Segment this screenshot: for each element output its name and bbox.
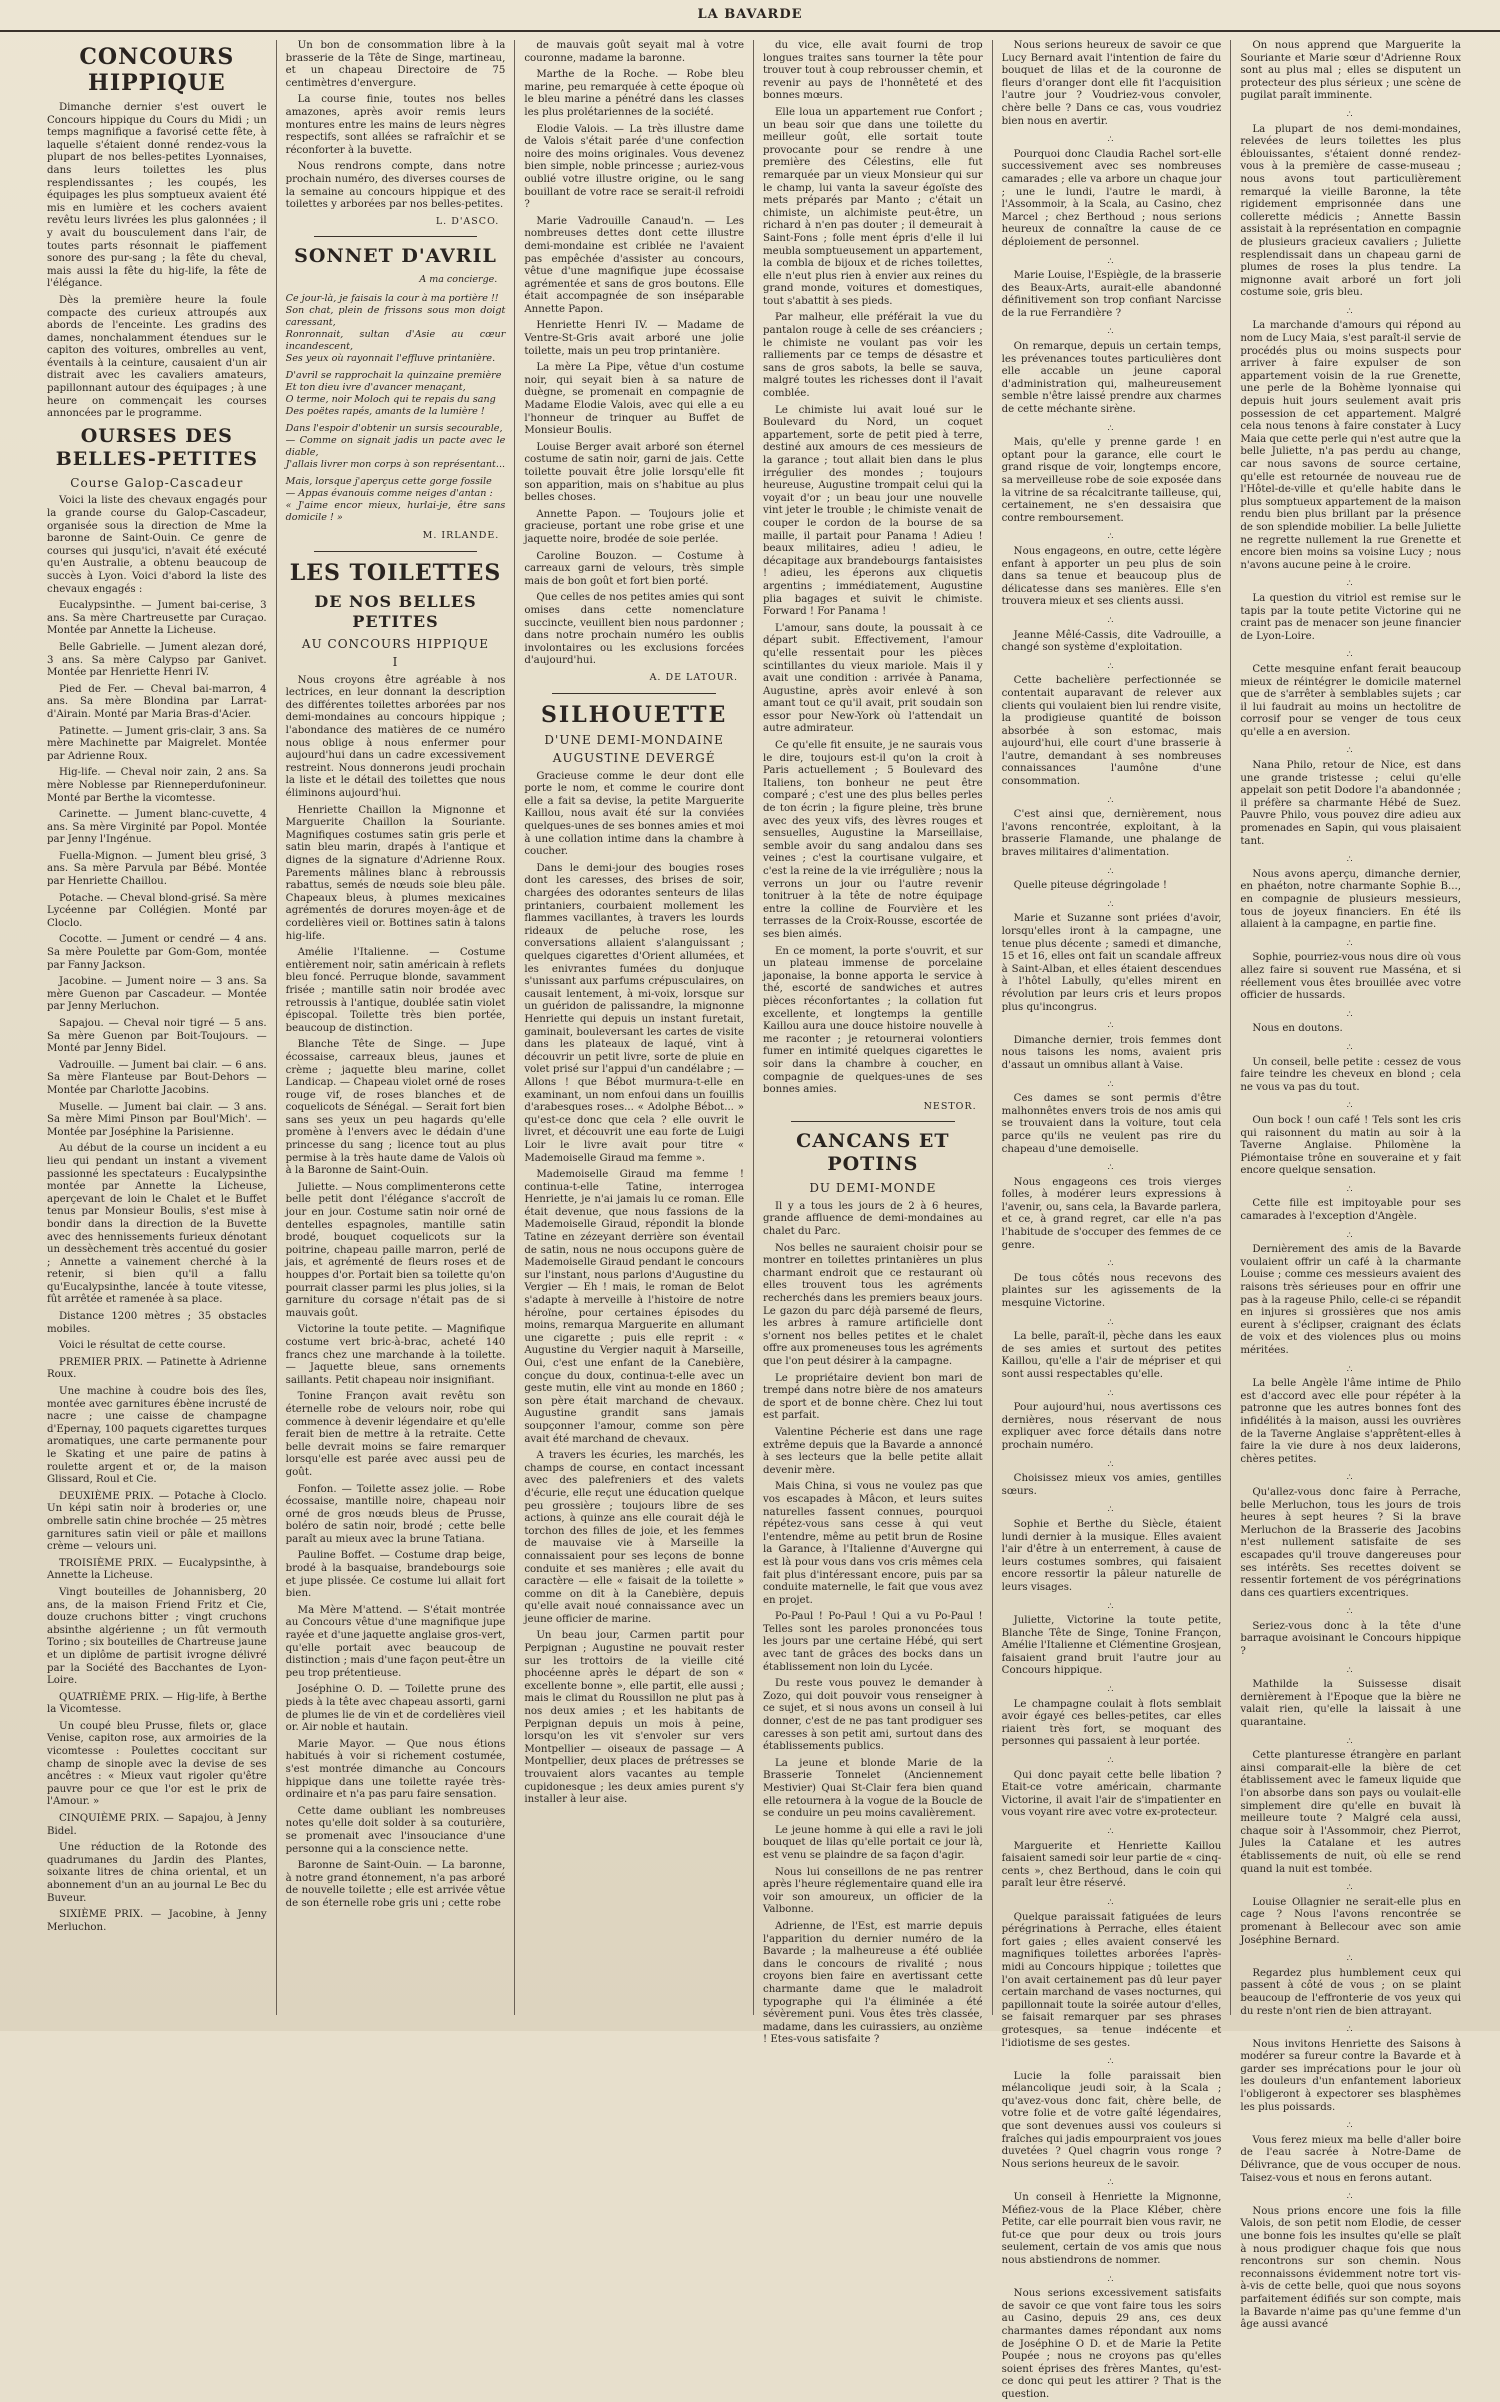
paragraph: La belle Angèle l'âme intime de Philo est d'accord avec elle pour répéter à la patronne que les autres bonnes font des infidélités à la maison, aussi les ouvrières de la Taverne Anglaise s'apprêtent-elles à faire la vie dure à nos deux laiderons, chères petites.: [1240, 1378, 1461, 1465]
separator-stars: ∴: [1107, 256, 1116, 267]
paragraph: Dernièrement des amis de la Bavarde voulaient offrir un café à la charmante Louise ; comme ces messieurs avaient des raisons très sérieuses pour en offrir une pas à la rageuse Philo, celle-ci se répandit en injures si grossières que nos amis eurent à s'éclipser, craignant des éclats de voix et des violences plus ou moins méritées.: [1240, 1244, 1461, 1356]
paragraph: Sapajou. — Cheval noir tigré — 5 ans. Sa mère Guenon par Boit-Toujours. — Monté par Jenny Bidel.: [47, 1018, 267, 1055]
paragraph: Louise Ollagnier ne serait-elle plus en cage ? Nous l'avons rencontrée se promenant à Bellecour avec son amie Joséphine Bernard.: [1240, 1896, 1461, 1946]
paragraph: Gracieuse comme le deur dont elle porte le nom, et comme le courire dont elle a fait sa devise, la petite Marguerite Kaillou, nous avait été sur la conviées quelques-unes de ses bonnes amies et moi à une collation intime dans la chambre à coucher.: [524, 770, 744, 858]
separator-stars: ∴: [1107, 1505, 1116, 1516]
paragraph: Distance 1200 mètres ; 35 obstacles mobiles.: [47, 1311, 267, 1335]
paragraph: Potache. — Cheval blond-grisé. Sa mère Lycéenne par Collégien. Monté par Cloclo.: [47, 892, 267, 929]
paragraph: Pied de Fer. — Cheval bai-marron, 4 ans. Sa mère Blondina par Larrat-d'Airain. Monté par Maria Bras-d'Acier.: [47, 683, 267, 720]
paragraph: Louise Berger avait arboré son éternel costume de satin noir, garni de jais. Cette toilette pouvait être jolie lorsqu'elle fit son apparition, mais on s'habitue au plus belles choses.: [524, 441, 744, 504]
paragraph: Un coupé bleu Prusse, filets or, glace Venise, capiton rose, aux armoiries de la vicomtesse : Poulettes coccitant sur champ de sinople avec la devise de ses ancêtres : « Mieux vaut rigoler qu'être pauvre pour ce que l'or est le prix de l'Amour. »: [47, 1720, 267, 1808]
paragraph: Elodie Valois. — La très illustre dame de Valois s'était parée d'une confection noire des moins originales. Vous devenez bien simple, noble princesse ; auriez-vous oublié votre illustre origine, ou le sang bouillant de votre race se serait-il refroidi ?: [524, 123, 744, 211]
paragraph: La jeune et blonde Marie de la Brasserie Tonnelet (Anciennement Mestivier) Quai St-Clair fera bien quand elle retournera à la vogue de la Boucle de se conduire un peu moins cavalièrement.: [763, 1757, 983, 1820]
paragraph: Victorine la toute petite. — Magnifique costume vert bric-à-brac, acheté 140 francs chez une marchande à la toilette. — Jaquette bleue, sans ornements saillants. Petit chapeau noir insignifiant.: [285, 1324, 506, 1386]
col6-body: [1240, 40, 1461, 2332]
sonnet-verses: [286, 293, 506, 524]
paragraph: Jeanne Mêlé-Cassis, dite Vadrouille, a changé son système d'exploitation.: [1001, 629, 1222, 654]
separator-stars: ∴: [1346, 1009, 1355, 1020]
paragraph: Adrienne, de l'Est, est marrie depuis l'apparition du dernier numéro de la Bavarde ; la malheureuse a été oubliée dans le concours de rivalité ; nous croyons bien faire en avertissant cette charmante dame que le maladroit typographe qui l'a éliminée a été sévèrement puni. Vous êtes très classée, madame, dans les cuirassiers, au onzième ! Etes-vous satisfaite ?: [763, 1920, 983, 2046]
paragraph: Nous en doutons.: [1252, 1023, 1343, 1035]
paragraph: Marie et Suzanne sont priées d'avoir, lorsqu'elles iront à la campagne, une tenue plus décente ; samedi et dimanche, 15 et 16, elles ont fait un scandale affreux à Saint-Alban, et elles étaient descendues à l'hôtel Labully, qu'elles mirent en révolution par leurs cris et leurs propos plus qu'incongrus.: [1001, 913, 1222, 1013]
separator-stars: ∴: [1107, 899, 1116, 910]
paragraph: Nous rendrons compte, dans notre prochain numéro, des diverses courses de la semaine au concours hippique et des toilettes y arborées par nos belles-petites.: [285, 161, 506, 211]
verse-line: O terme, noir Moloch qui te repais du sang: [285, 393, 496, 405]
col4-body: [763, 40, 983, 1097]
paragraph: Voici la liste des chevaux engagés pour la grande course du Galop-Cascadeur, organisée sous la direction de Mme la baronne de Saint-Ouin. Ce genre de courses qui jusqu'ici, n'avait été exécuté qu'en Australie, a obtenu beaucoup de succès à Lyon. Voici d'abord la liste des chevaux engagés :: [47, 495, 267, 595]
separator-stars: ∴: [1107, 135, 1116, 146]
paragraph: On remarque, depuis un certain temps, les prévenances toutes particulières dont elle accable un jeune caporal d'administration qui, malheureusement semble n'être laissé prendre aux charmes de cette méchante sirène.: [1001, 341, 1222, 416]
masthead-title: LA BAVARDE: [697, 7, 803, 22]
paragraph: Blanche Tête de Singe. — Jupe écossaise, carreaux bleus, jaunes et crème ; jaquette bleu marine, collet Landicap. — Chapeau violet orné de roses rouge vif, de roses blanches et de coquelicots de Sénégal. — Serait fort bien sans ses yeux un peu hagards qu'elle promène à l'envers avec le dédain d'une princesse du sang ; licence tout au plus permise à la très haute dame de Valois où à la Baronne de Saint-Ouin.: [285, 1039, 506, 1177]
separator-stars: ∴: [1346, 1607, 1355, 1618]
paragraph: Le chimiste lui avait loué sur le Boulevard du Nord, un coquet appartement, sorte de petit pied à terre, destiné aux amours de ces messieurs de la garance ; tout allait bien dans le plus irrégulier des mondes ; toujours heureuse, Augustine trompait celui qui la voyait d'or ; un beau jour une nouvelle vint jeter le trouble ; le chimiste venait de couper le cordon de la bourse de sa maille, il partait pour Panama ! Adieu ! beaux militaires, adieu ! adieu, le décapitage aux brandebourgs fantaisistes ! adieu, les éperons aux cliquetis argentins ; immédiatement, Augustine plia bagages et suivit le chimiste. Forward ! For Panama !: [763, 404, 983, 618]
paragraph: Juliette, Victorine la toute petite, Blanche Tête de Singe, Tonine Françon, Amélie l'Italienne et Clémentine Grosjean, faisaient grand bruit l'autre jour au Concours hippique.: [1001, 1615, 1222, 1677]
paragraph: Henriette Chaillon la Mignonne et Marguerite Chaillon la Souriante. Magnifiques costumes satin gris perle et satin bleu marin, drapés à l'antique et dignes de la signature d'Adrienne Roux. Parements mâlines blanc à rebroussis rabattus, semés de nœuds soie bleu pâle. Chapeaux bleus, à plumes mexicaines agrémentés de dorures moyen-âge et de cordelières vieil or. Bottines satin à talons hig-life.: [285, 804, 506, 942]
col1-body-2: [47, 495, 267, 1934]
paragraph: Mais China, si vous ne voulez pas que vos escapades à Mâcon, et leurs suites naturelles fassent connues, pourquoi répétez-vous sans cesse à qui veut l'entendre, même au petit brun de Rosine la Garance, à l'Italienne d'Auvergne qui est là pour vous dans vos cris mêmes cela fait plus d'intéressant encore, puis par sa conduite maternelle, le fait que vous avez en projet.: [763, 1481, 983, 1606]
paragraph: Choisissez mieux vos amies, gentilles sœurs.: [1001, 1473, 1222, 1497]
column-2: [277, 40, 516, 2015]
paragraph: Sophie, pourriez-vous nous dire où vous allez faire si souvent rue Masséna, et si réellement vous êtes brouillée avec votre officier de hussards.: [1240, 952, 1461, 1002]
paragraph: TROISIÈME PRIX. — Eucalypsinthe, à Annette la Licheuse.: [47, 1557, 267, 1582]
headline-silhouette: SILHOUETTE: [541, 701, 728, 728]
paragraph: Nous serions excessivement satisfaits de savoir ce que vont faire tous les soirs au Casino, depuis 29 ans, ces deux charmantes dames répondant aux noms de Joséphine O D. et de Marie la Petite Poupée ; nous ne croyons pas qu'elles soient éprises des frères Mantes, qu'est-ce donc qui peut les attirer ? That is the question.: [1001, 2288, 1222, 2400]
separator-stars: ∴: [1107, 1021, 1116, 1032]
separator-stars: ∴: [1346, 1665, 1355, 1676]
dedication: A ma concierge.: [419, 274, 498, 286]
separator-stars: ∴: [1107, 866, 1116, 877]
paragraph: Qui donc payait cette belle libation ? Etait-ce votre américain, charmante Victorine, il avait l'air de s'impatienter en vous voyant rire avec votre ex-protecteur.: [1001, 1769, 1222, 1819]
separator-stars: ∴: [1107, 615, 1116, 626]
paragraph: Vadrouille. — Jument bai clair. — 6 ans. Sa mère Flanteuse par Bout-Dehors — Montée par Charlotte Jacobins.: [47, 1059, 267, 1096]
paragraph: Nous lui conseillons de ne pas rentrer après l'heure réglementaire quand elle ira voir son amoureux, un officier de la Valbonne.: [763, 1866, 983, 1916]
paragraph: Un beau jour, Carmen partit pour Perpignan ; Augustine ne pouvait rester sur les trottoirs de la vieille cité phocéenne après le départ de son « excellente bonne », elle partit, elle aussi ; mais le climat du Roussillon ne plut pas à nos deux amies ; et les habitants de Perpignan depuis un mois à peine, lorsqu'on les vit s'envoler sur vers Montpellier — oiseaux de passage — A Montpellier, deux places de prétresses se trouvaient alors vacantes au temple cupidonesque ; les deux amies purent s'y installer à leur aise.: [524, 1630, 744, 1806]
separator-stars: ∴: [1346, 109, 1355, 120]
subheadline: D'UNE DEMI-MONDAINE: [544, 732, 724, 747]
separator-stars: ∴: [1346, 2025, 1355, 2036]
verse-line: Et ton dieu ivre d'avancer menaçant,: [285, 381, 466, 393]
verse-line: Ses yeux où rayonnait l'effluve printanière.: [285, 352, 496, 364]
paragraph: Que celles de nos petites amies qui sont omises dans cette nomenclature succincte, veuillent bien nous pardonner ; dans notre prochain numéro les oublis involontaires ou les exclusions forcées d'aujourd'hui.: [524, 592, 744, 667]
col2-body: [286, 40, 506, 212]
paragraph: PREMIER PRIX. — Patinette à Adrienne Roux.: [47, 1356, 267, 1381]
paragraph: Cette planturesse étrangère en parlant ainsi comparait-elle la bière de cet établissement avec le fameux liquide que l'on absorbe dans son pays ou voulait-elle simplement dire qu'elle en buvait là meilleure toute ? Malgré cela aussi, chaque soir à l'Assommoir, chez Pierrot, Jules la Catalane et les autres établissements de nuit, où elle se rend quand la nuit est tombée.: [1240, 1750, 1461, 1875]
paragraph: Mathilde la Suissesse disait dernièrement à l'Epoque que la bière ne valait rien, qu'elle la laissait à une quarantaine.: [1240, 1679, 1461, 1729]
paragraph: Eucalypsinthe. — Jument bai-cerise, 3 ans. Sa mère Chartreusette par Curaçao. Montée par Annette la Licheuse.: [47, 600, 267, 637]
verse-line: J'allais livrer mon corps à son représentant...: [285, 458, 506, 470]
paragraph: La plupart de nos demi-mondaines, relevées de leurs toilettes les plus éblouissantes, s'étaient donné rendez-vous à la première de casse-museau ; nous avons tout particulièrement remarqué la vieille Baronne, la tête rigidement emprisonnée dans une collerette médicis ; Annette Bassin assistait à la représentation en compagnie de plusieurs gracieux cavaliers ; Juliette resplendissait dans un chapeau garni de plumes de roses la plus tendre. La mignonne avait arboré un fort joli costume soie, gris bleu.: [1240, 123, 1461, 299]
paragraph: C'est ainsi que, dernièrement, nous l'avons rencontrée, exploitant, à la brasserie Flamande, une phalange de braves militaires d'alimentation.: [1001, 809, 1222, 859]
paragraph: Henriette Henri IV. — Madame de Ventre-St-Gris avait arboré une jolie toilette, mais un peu trop printanière.: [524, 320, 744, 357]
paragraph: La course finie, toutes nos belles amazones, après avoir remis leurs montures entre les mains de leurs nègres respectifs, sont allées se rafraîchir et se réconforter à la buvette.: [285, 94, 506, 156]
paragraph: DEUXIÈME PRIX. — Potache à Cloclo. Un képi satin noir à broderies or, une ombrelle satin chine brochée — 25 mètres garnitures satin vieil or pâle et maillons crème — velours uni.: [47, 1490, 267, 1553]
divider: [791, 1121, 955, 1122]
verse-line: D'avril se rapprochait la quinzaine première: [285, 369, 502, 381]
separator-stars: ∴: [1346, 2192, 1355, 2203]
separator-stars: ∴: [1346, 938, 1355, 949]
paragraph: Dès la première heure la foule compacte des curieux attroupés aux abords de l'enceinte. Les gradins des dames, nonchalamment étendues sur le capiton des voitures, ombrelles au vent, éventails à la ceinture, causaient d'un air distrait avec les cavaliers amateurs, papillonnant autour des équipages ; à une heure on commençait les courses annoncées par le programme.: [47, 294, 267, 420]
separator-stars: ∴: [1346, 579, 1355, 590]
separator-stars: ∴: [1346, 1736, 1355, 1747]
separator-stars: ∴: [1107, 1827, 1116, 1837]
col3-body: [524, 40, 744, 668]
separator-stars: ∴: [1107, 1601, 1116, 1612]
separator-stars: ∴: [1107, 1897, 1116, 1908]
paragraph: La belle, paraît-il, pèche dans les eaux de ses amies et surtout des petites Kaillou, qu'elle a l'air de mépriser et qui sont aussi respectables qu'elle.: [1001, 1331, 1222, 1380]
paragraph: Marguerite et Henriette Kaillou faisaient samedi soir leur partie de « cinq-cents », chez Berthoud, dans le coin qui paraît leur être réservé.: [1001, 1840, 1222, 1890]
paragraph: de mauvais goût seyait mal à votre couronne, madame la baronne.: [524, 40, 744, 64]
verse-line: Ce jour-là, je faisais la cour à ma portière !!: [285, 292, 499, 304]
paragraph: Lucie la folle paraissait bien mélancolique jeudi soir, à la Scala ; qu'avez-vous donc fait, chère belle, de votre folie et de votre gaîté légendaires, que sont devenues aussi vos couleurs si fraîches qui jadis empourpraient vos joues duvetées ? Quel chagrin vous ronge ? Nous serions heureux de le savoir.: [1001, 2070, 1222, 2170]
headline-sonnet: SONNET D'AVRIL: [294, 245, 497, 268]
signature: NESTOR.: [923, 1100, 977, 1112]
paragraph: La marchande d'amours qui répond au nom de Lucy Maia, s'est paraît-il servie de procédés plus ou moins suspects pour arriver à faire expulser de son appartement voisin de la rue Grenette, une perle de la Bohème lyonnaise qui depuis huit jours seulement avait pris possession de cet appartement. Malgré cela nous tenons à faire constater à Lucy Maia que cette perle qui n'est autre que la belle Juliette, n'a pas perdu au change, car nous savons de source certaine, qu'elle est retournée de nouveau rue de l'Hôtel-de-ville et qu'elle habite dans le plus somptueux appartement de la maison rendu bien plus brillant par la présence de son splendide mobilier. La belle Juliette ne regrette nullement la rue Grenette et encore bien moins sa voisine Lucy ; nous n'avons aucune peine à le croire.: [1240, 320, 1461, 571]
paragraph: On nous apprend que Marguerite la Souriante et Marie sœur d'Adrienne Roux sont au plus mal ; elles se disputent un protecteur des plus sérieux ; une scène de pugilat paraît imminente.: [1240, 40, 1461, 102]
verse-line: Mais, lorsque j'aperçus cette gorge fossile: [285, 475, 492, 487]
paragraph: Au début de la course un incident a eu lieu qui pendant un instant a vivement passionné les spectateurs : Eucalypsinthe montée par Annette la Licheuse, aperçevant de loin le Chalet et le Buffet tenus par Monsieur Boulis, s'est mise à bondir dans la direction de la Buvette avec des hennissements furieux dénotant un dessèchement très accentué du gosier ; Annette a vainement cherché à la retenir, si bien qu'il a fallu qu'Eucalypsinthe, lancée à toute vitesse, fût arrêtée et ramenée à sa place.: [47, 1143, 267, 1306]
paragraph: Marie Mayor. — Que nous étions habitués à voir si richement costumée, s'est montrée dimanche au Concours hippique dans une toilette rayée très-ordinaire et n'a pas paru faire sensation.: [285, 1738, 506, 1801]
verse-line: — Appas évanouis comme neiges d'antan :: [285, 487, 493, 499]
paragraph: Un bon de consommation libre à la brasserie de la Tête de Singe, martineau, et un chapeau Directoire de 75 centimètres d'envergure.: [285, 40, 506, 89]
subheadline: DU DEMI-MONDE: [809, 1181, 937, 1196]
paragraph: Marie Vadrouille Canaud'n. — Les nombreuses dettes dont cette illustre demi-mondaine est criblée ne l'avaient pas empêchée d'assister au concours, vêtue d'une magnifique jupe écossaise agrémentée et sans de gros boutons. Elle était accompagnée de son inséparable Annette Papon.: [524, 215, 744, 315]
paragraph: Baronne de Saint-Ouin. — La baronne, à notre grand étonnement, n'a pas arboré de nouvelle toilette ; elle est arrivée vêtue de son éternelle robe gris uni ; cette robe: [285, 1860, 506, 1909]
paragraph: Ces dames se sont permis d'être malhonnêtes envers trois de nos amis qui se trouvaient dans la voiture, tout cela parce qu'ils ne veulent pas rire du chapeau d'une demoiselle.: [1001, 1093, 1222, 1155]
paragraph: Par malheur, elle préférait la vue du pantalon rouge à celle de ses créanciers ; le chimiste ne voulant pas voir les ralliements par ce temps de désastre et sans de gros sabots, la belle se sauva, malgré toutes les richesses dont il l'avait comblée.: [763, 312, 983, 400]
paragraph: Tonine Françon avait revêtu son éternelle robe de velours noir, robe qui commence à devenir légendaire et qu'elle ferait bien de mettre à la retraite. Cette belle devrait moins se faire remarquer lorsqu'elle est parée avec aussi peu de goût.: [285, 1391, 506, 1478]
separator-stars: ∴: [1346, 1364, 1355, 1375]
paragraph: Cette dame oubliant les nombreuses notes qu'elle doit solder à sa couturière, se promenait avec l'insouciance d'une personne qui a la conscience nette.: [285, 1805, 506, 1855]
separator-stars: ∴: [1346, 1042, 1355, 1053]
verse-line: Dans l'espoir d'obtenir un sursis secourable,: [285, 422, 503, 434]
column-4: [754, 40, 993, 2046]
subheadline: AU CONCOURS HIPPIQUE: [301, 636, 490, 651]
paragraph: Dans le demi-jour des bougies roses dont les caresses, des brises de soir, chargées des odorantes senteurs de lilas printaniers, courbaient mollement les flammes vacillantes, à travers les lourds rideaux de peluche rose, les conversations allaient s'alanguissant ; quelques cigarettes d'Orient allumées, et les enivrantes fumées du donjuque s'unissant aux parfums crépusculaires, on causait lentement, à mi-voix, lorsque sur un guéridon de palissandre, la mignonne Henriette qui depuis un instant furetait, gaminait, bouleversant les cartes de visite dans les plateaux de laqué, vint à découvrir un petit livre, sorte de pluie en volet prisé sur l'appui d'un candélabre ; — Allons ! que Bébot murmura-t-elle en examinant, un nom enfoui dans un fouillis d'arabesques roses... « Adolphe Bébot... » qu'est-ce donc que cela ? elle ouvrit le livret, et découvrit une eau forte de Luigi Loir le livre avait pour titre « Mademoiselle Giraud ma femme ».: [524, 862, 744, 1164]
paragraph: SIXIÈME PRIX. — Jacobine, à Jenny Merluchon.: [47, 1909, 267, 1933]
paragraph: Quelque paraissait fatiguées de leurs pérégrinations à Perrache, elles étaient fort gaies ; elles avaient conservé les magnifiques toilettes arborées l'après-midi au Concours hippique ; toilettes que l'on avait certainement pas dû leur payer certain marchand de vases nocturnes, qui papillonnait toute la soirée autour d'elles, se faisait remarquer par ses phrases grotesques, sa tenue indécente et l'idiotisme de ses gestes.: [1001, 1911, 1222, 2049]
paragraph: Cette fille est impitoyable pour ses camarades à l'exception d'Angèle.: [1240, 1198, 1461, 1223]
verse-line: — Comme on signait jadis un pacte avec le diable,: [285, 434, 506, 458]
paragraph: Marie Louise, l'Espiègle, de la brasserie des Beaux-Arts, aurait-elle abandonné définitivement son trop confiant Narcisse de la rue Ferrandière ?: [1001, 270, 1222, 319]
paragraph: La mère La Pipe, vêtue d'un costume noir, qui seyait bien à sa nature de duègne, se promenait en compagnie de Madame Elodie Valois, avec qui elle a eu l'honneur de trinquer au Buffet de Monsieur Boulis.: [524, 362, 744, 437]
paragraph: Nos belles ne sauraient choisir pour se montrer en toilettes printanières un plus charmant endroit que ce restaurant où elles trouvent tous les agréments recherchés dans les premiers beaux jours. Le gazon du parc déjà parsemé de fleurs, les arbres à ramure artificielle dont s'ornent nos belles petites et le chalet offre aux promeneuses tous les agréments que l'on peut désirer à la campagne.: [763, 1242, 983, 1367]
separator-stars: ∴: [1346, 855, 1355, 866]
paragraph: Juliette. — Nous complimenterons cette belle petit dont l'élégance s'accroît de jour en jour. Costume satin noir orné de dentelles espagnoles, mantille satin brodé, bouquet coquelicots sur la poitrine, chapeau paille marron, perlé de jais, et agrémenté de fleurs roses et de houppes d'or. Portait bien sa toilette qu'on pourrait classer parmi les plus jolies, si la garniture du corsage n'était pas de si mauvais goût.: [285, 1181, 506, 1319]
separator-stars: ∴: [1107, 327, 1116, 338]
paragraph: Po-Paul ! Po-Paul ! Qui a vu Po-Paul ! Telles sont les paroles prononcées tous les jours par une certaine Hébé, qui sert avec tant de grâces des bocks dans un établissement non loin du Lycée.: [763, 1611, 983, 1673]
paragraph: Dimanche dernier s'est ouvert le Concours hippique du Cours du Midi ; un temps magnifique a favorisé cette fête, à laquelle s'étaient donné rendez-vous la plupart de nos belles-petites Lyonnaises, dans leurs toilettes les plus resplendissantes ; les coupés, les équipages les plus somptueux avaient été mis en lumière et les cochers avaient revêtu leurs livrées les plus galonnées ; il y avait du bousculement dans l'air, de toutes parts résonnait le piaffement sonore des pur-sang ; la fête du cheval, mais aussi la fête du hig-life, la fête de l'élégance.: [47, 102, 267, 290]
verse-line: Ronronnait, sultan d'Asie au cœur incandescent,: [285, 328, 506, 352]
separator-stars: ∴: [1346, 306, 1355, 317]
paragraph: Joséphine O. D. — Toilette prune des pieds à la tête avec chapeau assorti, garni de plumes lie de vin et de cordelières vieil or. Air noble et hautain.: [285, 1684, 506, 1734]
separator-stars: ∴: [1346, 1883, 1355, 1894]
subheadline-course: Course Galop-Cascadeur: [70, 475, 244, 490]
paragraph: Sophie et Berthe du Siècle, étaient lundi dernier à la musique. Elles avaient l'air d'être à un enterrement, à cause de leurs costumes sombres, qui faisaient encore ressortir la pâleur naturelle de leurs visages.: [1001, 1518, 1222, 1593]
signature: A. DE LATOUR.: [649, 671, 738, 683]
separator-stars: ∴: [1107, 1685, 1116, 1696]
headline-toilettes-sub: DE NOS BELLES PETITES: [314, 591, 477, 631]
columns: [38, 40, 1470, 2400]
paragraph: Caroline Bouzon. — Costume à carreaux garni de velours, très simple mais de bon goût et fort bien porté.: [524, 550, 744, 587]
paragraph: du vice, elle avait fourni de trop longues traites sans tourner la tête pour trouver tout à coup rebrousser chemin, et revenir au pays de l'honnêteté et des bonnes mœurs.: [763, 40, 983, 102]
separator-stars: ∴: [1107, 1459, 1116, 1470]
paragraph: Vous ferez mieux ma belle d'aller boire de l'eau sacrée à Notre-Dame de Délivrance, que de vous occuper de nous. Taisez-vous et nous en ferons autant.: [1240, 2134, 1461, 2184]
verse-line: Des poëtes rapés, amants de la lumière !: [285, 405, 485, 417]
paragraph: Ce qu'elle fit ensuite, je ne saurais vous le dire, toujours est-il qu'on la croit à Paris actuellement ; 5 Boulevard des Italiens, ton bonheur ne peut être comparé ; c'est une des plus belles perles de ton écrin ; la figure pleine, très brune avec des yeux vifs, des lèvres rouges et sensuelles, Augustine la Marseillaise, semble avoir du sang andalou dans ses veines ; c'est la courtisane vulgaire, et c'est la reine de la vie irrégulière ; nous la verrons un jour ou l'autre revenir tonitruer à la tête de notre équipage entre la colline de Fourvière et les terrasses de la Croix-Rousse, escortée de ses bien aimés.: [763, 740, 983, 940]
paragraph: Cette bachelière perfectionnée se contentait auparavant de relever aux clients qui voulaient bien lui rendre visite, la prodigieuse quantité de boisson absorbée à son estomac, mais aujourd'hui, elle court d'une brasserie à l'autre, demandant à ses nombreuses connaissances l'aumône d'une consommation.: [1001, 675, 1222, 788]
separator-stars: ∴: [1107, 1163, 1116, 1174]
col2-body-2: [286, 675, 506, 1911]
paragraph: Nous serions heureux de savoir ce que Lucy Bernard avait l'intention de faire du bouquet de lilas et de la couronne de fleurs d'oranger dont elle fit l'acquisition l'autre jour ? Voudriez-vous convoler, chère belle ? Dans ce cas, vous voudriez bien nous en avertir.: [1001, 40, 1222, 127]
headline-courses: OURSES DES BELLES-PETITES: [55, 424, 258, 470]
headline-concours-hippique: CONCOURS HIPPIQUE: [79, 44, 235, 96]
paragraph: Nous invitons Henriette des Saisons à modérer sa fureur contre la Bavarde et à garder ses imprécations pour le jour où les douleurs d'un enfantement laborieux l'obligeront à expectorer ses blasphèmes les plus poissards.: [1240, 2038, 1461, 2113]
paragraph: Mais, qu'elle y prenne garde ! en optant pour la garance, elle court le grand risque de voir, longtemps encore, sa merveilleuse robe de soie exposée dans la vitrine de sa récalcitrante tailleuse, qui, certainement, ne s'en dessaisira que contre remboursement.: [1001, 437, 1222, 524]
separator-stars: ∴: [1346, 1230, 1355, 1241]
separator-stars: ∴: [1346, 650, 1355, 661]
paragraph: Amélie l'Italienne. — Costume entièrement noir, satin américain à reflets bleu foncé. Perruque blonde, savamment frisée ; mantille satin noir brodée avec retroussis à l'antique, doublée satin violet épiscopal. Toilette très bien portée, beaucoup de distinction.: [285, 947, 506, 1034]
paragraph: Pour aujourd'hui, nous avertissons ces dernières, nous réservant de nous expliquer avec force détails dans notre prochain numéro.: [1001, 1402, 1222, 1451]
paragraph: Marthe de la Roche. — Robe bleu marine, peu remarquée à cette époque où le bleu marine a pénétré dans les classes les plus prolétariennes de la société.: [524, 69, 744, 118]
paragraph: Fuella-Mignon. — Jument bleu grisé, 3 ans. Sa mère Parvula par Bébé. Montée par Henriette Chaillou.: [47, 850, 267, 888]
paragraph: Valentine Pécherie est dans une rage extrême depuis que la Bavarde a annoncé à ses lecteurs que la belle petite allait devenir mère.: [763, 1426, 983, 1476]
paragraph: Voici le résultat de cette course.: [59, 1340, 226, 1352]
column-5: [993, 40, 1232, 2400]
separator-stars: ∴: [1107, 423, 1116, 434]
separator-stars: ∴: [1346, 746, 1355, 757]
separator-stars: ∴: [1107, 661, 1116, 672]
paragraph: Qu'allez-vous donc faire à Perrache, belle Merluchon, tous les jours de trois heures à sept heures ? Si la brave Merluchon de la Brasserie des Jacobins n'est nullement satisfaite de ses escapades qu'il trouve dangereuses pour ses intérêts. Ses recettes doivent se ressentir fortement de vos pérégrinations dans ces quartiers excentriques.: [1240, 1486, 1461, 1599]
paragraph: Vingt bouteilles de Johannisberg, 20 ans, de la maison Friend Fritz et Cie, douze cruchons bitter ; vingt cruchons absinthe algérienne ; un fût vermouth Torino ; six bouteilles de Chartreuse jaune et un diplôme de partisit ivrogne délivré par la Société des Bacchantes de Lyon-Loire.: [47, 1586, 267, 1687]
paragraph: Du reste vous pouvez le demander à Zozo, qui doit pouvoir vous renseigner à ce sujet, et si nous avons un conseil à lui donner, c'est de ne pas tant prodiguer ses caresses à son petit ami, surtout dans des établissements publics.: [763, 1678, 983, 1753]
paragraph: L'amour, sans doute, la poussait à ce départ subit. Effectivement, l'amour qu'elle ressentait pour les pièces scintillantes du vieux mariole. Mais il y avait une condition : arrivée à Panama, Augustine, après avoir enlevé à son amant tout ce qu'il avait, prit soudain son essor pour New-York où l'attendait un autre admirateur.: [763, 622, 983, 735]
paragraph: Carinette. — Jument blanc-cuvette, 4 ans. Sa mère Virginité par Popol. Montée par Jenny l'Ingénue.: [47, 809, 267, 846]
divider: [552, 693, 716, 694]
subheadline-name: AUGUSTINE DEVERGÉ: [552, 751, 716, 766]
signature: L. D'ASCO.: [435, 215, 500, 227]
paragraph: Cette mesquine enfant ferait beaucoup mieux de réintégrer le domicile maternel que de s'arrêter à semblables sujets ; car il lui faudrait au moins un hectolitre de corrosif pour se venger de tous ceux qu'elle a en aversion.: [1240, 663, 1461, 738]
paragraph: Ma Mère M'attend. — S'était montrée au Concours vêtue d'une magnifique jupe rayée et d'une jaquette anglaise gros-vert, qu'elle portait avec beaucoup de distinction ; mais d'une façon peut-être un peu trop prétentieuse.: [285, 1604, 506, 1679]
paragraph: Le propriétaire devient bon mari de trempé dans notre bière de nos amateurs de sport et de bonne chère. Chez lui tout est parfait.: [763, 1372, 983, 1422]
separator-stars: ∴: [1346, 1184, 1355, 1195]
paragraph: Pauline Boffet. — Costume drap beige, brodé à la basquaise, brandebourgs soie et jupe plissée. Ce costume lui allait fort bien.: [285, 1550, 506, 1600]
headline-toilettes: LES TOILETTES: [289, 559, 502, 586]
paragraph: Mademoiselle Giraud ma femme ! continua-t-elle Tatine, interrogea Henriette, je n'ai jamais lu ce roman. Elle était devenue, que nous fassions de la Mademoiselle Giraud, répondit la blonde Tatine en zézeyant derrière son éventail de satin, nous ne nous occupons guère de Mademoiselle Giraud pendant le concours sur l'instant, nous parlons d'Augustine du Vergier — Eh ! mais, le roman de Belot s'adapte à merveille à l'histoire de notre héroïne, pour certaines épisodes du moins, remarqua Marguerite en allumant une cigarette ; puis elle reprit : « Augustine du Vergier naquit à Marseille, Oui, c'est une enfant de la Canebière, conçue du doux, continua-t-elle avec un geste mutin, elle vint au monde en 1860 ; son père était marchand de chevaux. Augustine grandit sans jamais soupçonner l'amour, comme son père avait été marchand de chevaux.: [524, 1169, 744, 1445]
separator-stars: ∴: [1346, 2121, 1355, 2132]
paragraph: Elle loua un appartement rue Confort ; un beau soir que dans une toilette du meilleur goût, elle sortait toute provocante pour se rendre à une première des Célestins, elle fut remarquée par un vieux Monsieur qui sur le champ, lui vanta la saveur égoïste des mets préparés par Manto ; c'était un chimiste, un alchimiste peut-être, un richard à n'en pas douter ; il demeurait à Saint-Fons ; folle ment épris d'elle il lui meubla somptueusement un appartement, la combla de bijoux et de riches toilettes, elle n'eut plus rien à envier aux reines du grand monde, voitures et domestiques, tout s'abattit à ses pieds.: [763, 106, 983, 307]
col4-body-2: [763, 1201, 983, 2047]
masthead: [0, 0, 1500, 32]
paragraph: Une machine à coudre bois des îles, montée avec garnitures ébène incrusté de nacre ; une caisse de champagne d'Epernay, 100 paquets cigarettes turques aromatiques, une carte permanente pour le Skating et une paire de patins à roulette argent et or, de la maison Glissard, Roul et Cie.: [47, 1386, 267, 1486]
separator-stars: ∴: [1107, 1317, 1116, 1328]
divider: [314, 551, 478, 552]
paragraph: Nana Philo, retour de Nice, est dans une grande tristesse ; celui qu'elle appelait son petit Dodore l'a abandonnée ; il préfère sa charmante Hébé de Suez. Pauvre Philo, vous pouvez dire adieu aux promenades en Sapin, qui vous plaisaient tant.: [1240, 760, 1461, 847]
paragraph: A travers les écuries, les marchés, les champs de course, en contact incessant avec des palefreniers et des valets d'écurie, elle reçut une éducation quelque peu grossière ; toujours libre de ses actions, à quinze ans elle courait déjà le torchon des filles de joie, et les femmes de mauvaise vie à Marseille la connaissaient pour ses leçons de bonne conduite et ses manières ; elle avait du caractère — elle « faisait de la toilette » comme on dit à la Canebière, depuis qu'elle avait noué connaissance avec un jeune officier de marine.: [524, 1450, 744, 1625]
paragraph: Le champagne coulait à flots semblait avoir égayé ces belles-petites, car elles riaient très fort, se moquant des personnes qui passaient à leur portée.: [1001, 1698, 1222, 1748]
paragraph: Quelle piteuse dégringolade !: [1013, 880, 1167, 892]
separator-stars: ∴: [1346, 1954, 1355, 1965]
paragraph: Une réduction de la Rotonde des quadrumanes du Jardin des Plantes, soixante litres de china oriental, et un abonnement d'un an au journal Le Bec du Buveur.: [47, 1842, 267, 1904]
section-number: I: [392, 655, 399, 670]
paragraph: QUATRIÈME PRIX. — Hig-life, à Berthe la Vicomtesse.: [47, 1691, 267, 1716]
paragraph: Jacobine. — Jument noire — 3 ans. Sa mère Guenon par Cascadeur. — Montée par Jenny Merluchon.: [47, 976, 267, 1013]
paragraph: Nous croyons être agréable à nos lectrices, en leur donnant la description des différentes toilettes arborées par nos demi-mondaines au concours hippique ; l'abondance des matières de ce numéro nous oblige à nous enfermer pour aujourd'hui dans un cadre excessivement restreint. Nous donnerons jeudi prochain la liste et le détail des toilettes que nous éliminons aujourd'hui.: [285, 674, 506, 800]
paragraph: Seriez-vous donc à la tête d'une barraque avoisinant le Concours hippique ?: [1240, 1620, 1461, 1658]
paragraph: Annette Papon. — Toujours jolie et gracieuse, portant une robe grise et une jaquette noire, brodée de soie perlée.: [524, 508, 744, 545]
paragraph: De tous côtés nous recevons des plaintes sur les agissements de la mesquine Victorine.: [1001, 1272, 1222, 1310]
paragraph: Le jeune homme à qui elle a ravi le joli bouquet de lilas qu'elle portait ce jour là, est venu se plaindre de sa façon d'agir.: [763, 1824, 983, 1861]
paragraph: Nous engageons, en outre, cette légère enfant à apporter un peu plus de soin dans sa tenue et beaucoup plus de délicatesse dans ses manières. Elle s'en trouvera mieux et ses clients aussi.: [1001, 545, 1222, 608]
paragraph: En ce moment, la porte s'ouvrit, et sur un plateau immense de porcelaine japonaise, la bonne apporta le service à thé, escorté de sandwiches et autres pièces réconfortantes ; la collation fut excellente, et longtemps la gentille Kaillou aura une douce histoire nouvelle à me raconter ; je retournerai volontiers fumer en intimité quelques cigarettes le soir dans la chambre à coucher, en compagnie de quelques-unes de ses bonnes amies.: [763, 945, 983, 1096]
paragraph: Fonfon. — Toilette assez jolie. — Robe écossaise, mantille noire, chapeau noir orné de gros nœuds bleus de Prusse, boléro de satin noir, brodé ; cette belle paraît au mieux avec la brune Tatiana.: [285, 1483, 506, 1545]
paragraph: Regardez plus humblement ceux qui passent à côté de vous ; on se plaint beaucoup de l'effronterie de vos yeux qui du reste n'ont rien de bien attrayant.: [1240, 1967, 1461, 2017]
paragraph: Un conseil à Henriette la Mignonne, Méfiez-vous de la Place Kléber, chère Petite, car elle pourrait bien vous ravir, ne fut-ce que pour deux ou trois jours seulement, certain de vos amis que nous nous abstiendrons de nommer.: [1001, 2192, 1222, 2266]
separator-stars: ∴: [1107, 2178, 1116, 2189]
column-6: [1231, 40, 1470, 2331]
paragraph: Belle Gabrielle. — Jument alezan doré, 3 ans. Sa mère Calypso par Ganivet. Montée par Henriette Henri IV.: [47, 641, 267, 679]
paragraph: Hig-life. — Cheval noir zain, 2 ans. Sa mère Noblesse par Rienneperdufonineur. Monté par Berthe la vicomtesse.: [47, 767, 267, 804]
separator-stars: ∴: [1107, 1756, 1116, 1767]
paragraph: Nous prions encore une fois la fille Valois, de son petit nom Elodie, de cesser une bonne fois les insultes qu'elle se plaît à nous prodiguer chaque fois que nous rencontrons sur son chemin. Nous reconnaissons évidemment notre tort vis-à-vis de cette belle, quoi que nous soyons parfaitement édifiés sur son compte, mais la Bavarde n'aime pas qu'une femme d'un âge aussi avancé: [1240, 2205, 1461, 2331]
paragraph: Un conseil, belle petite : cessez de vous faire teindre les cheveux en blond ; cela ne vous va pas du tout.: [1240, 1056, 1461, 1093]
paragraph: Il y a tous les jours de 2 à 6 heures, grande affluence de demi-mondaines au chalet du Parc.: [763, 1200, 983, 1238]
column-3: [515, 40, 754, 2015]
separator-stars: ∴: [1346, 1101, 1355, 1112]
col5-body: [1002, 40, 1222, 2402]
headline-cancans: CANCANS ET POTINS: [796, 1130, 950, 1176]
paragraph: La question du vitriol est remise sur le tapis par la toute petite Victorine qui ne craint pas de menacer son jeune financier de Lyon-Loire.: [1240, 592, 1461, 642]
separator-stars: ∴: [1107, 1259, 1116, 1270]
paragraph: Pourquoi donc Claudia Rachel sort-elle successivement avec ses nombreuses camarades ; elle va arbore un chaque jour ; une le lundi, l'autre le mardi, à l'Assommoir, à la Scala, au Casino, chez Marcel ; chez Berthoud ; nous serions heureux de connaître la cause de ce déploiement de personnel.: [1001, 148, 1222, 248]
paragraph: Dimanche dernier, trois femmes dont nous taisons les noms, avaient pris d'assaut un omnibus allant à Vaise.: [1001, 1034, 1222, 1071]
column-1: [38, 40, 277, 2015]
separator-stars: ∴: [1346, 1473, 1355, 1484]
col3-body-2: [524, 771, 744, 1807]
separator-stars: ∴: [1107, 2057, 1116, 2068]
paragraph: Nous avons aperçu, dimanche dernier, en phaéton, notre charmante Sophie B..., en compagnie de plusieurs messieurs, tous de joyeux financiers. En été ils allaient à la campagne, en partie fine.: [1240, 868, 1461, 931]
separator-stars: ∴: [1107, 795, 1116, 806]
divider: [314, 236, 478, 237]
paragraph: Muselle. — Jument bai clair. — 3 ans. Sa mère Mimi Pinson par Boul'Mich'. — Montée par Joséphine la Parisienne.: [47, 1101, 267, 1138]
paragraph: Nous engageons ces trois vierges folles, à modérer leurs expressions à l'avenir, ou, sans cela, la Bavarde parlera, et ce, à grand regret, car elle n'a pas l'habitude de s'occuper des femmes de ce genre.: [1001, 1176, 1222, 1251]
col1-body: [47, 102, 267, 421]
verse-line: « J'aime encor mieux, hurlai-je, être sans domicile ! »: [285, 499, 506, 523]
paragraph: Patinette. — Jument gris-clair, 3 ans. Sa mère Machinette par Maigrelet. Montée par Adrienne Roux.: [47, 725, 267, 762]
signature: M. IRLANDE.: [422, 529, 500, 541]
verse-line: Son chat, plein de frissons sous mon doigt caressant,: [285, 304, 506, 328]
paragraph: Cocotte. — Jument or cendré — 4 ans. Sa mère Poulette par Gom-Gom, montée par Fanny Jackson.: [47, 934, 267, 971]
separator-stars: ∴: [1107, 1079, 1116, 1090]
separator-stars: ∴: [1107, 2274, 1116, 2285]
paragraph: Oun bock ! oun café ! Tels sont les cris qui raisonnent du matin au soir à la Taverne Anglaise. Philomène la Piémontaise trône en souveraine et y fait encore quelque sensation.: [1240, 1114, 1461, 1177]
separator-stars: ∴: [1107, 1388, 1116, 1399]
paragraph: CINQUIÈME PRIX. — Sapajou, à Jenny Bidel.: [47, 1813, 267, 1837]
separator-stars: ∴: [1107, 532, 1116, 543]
